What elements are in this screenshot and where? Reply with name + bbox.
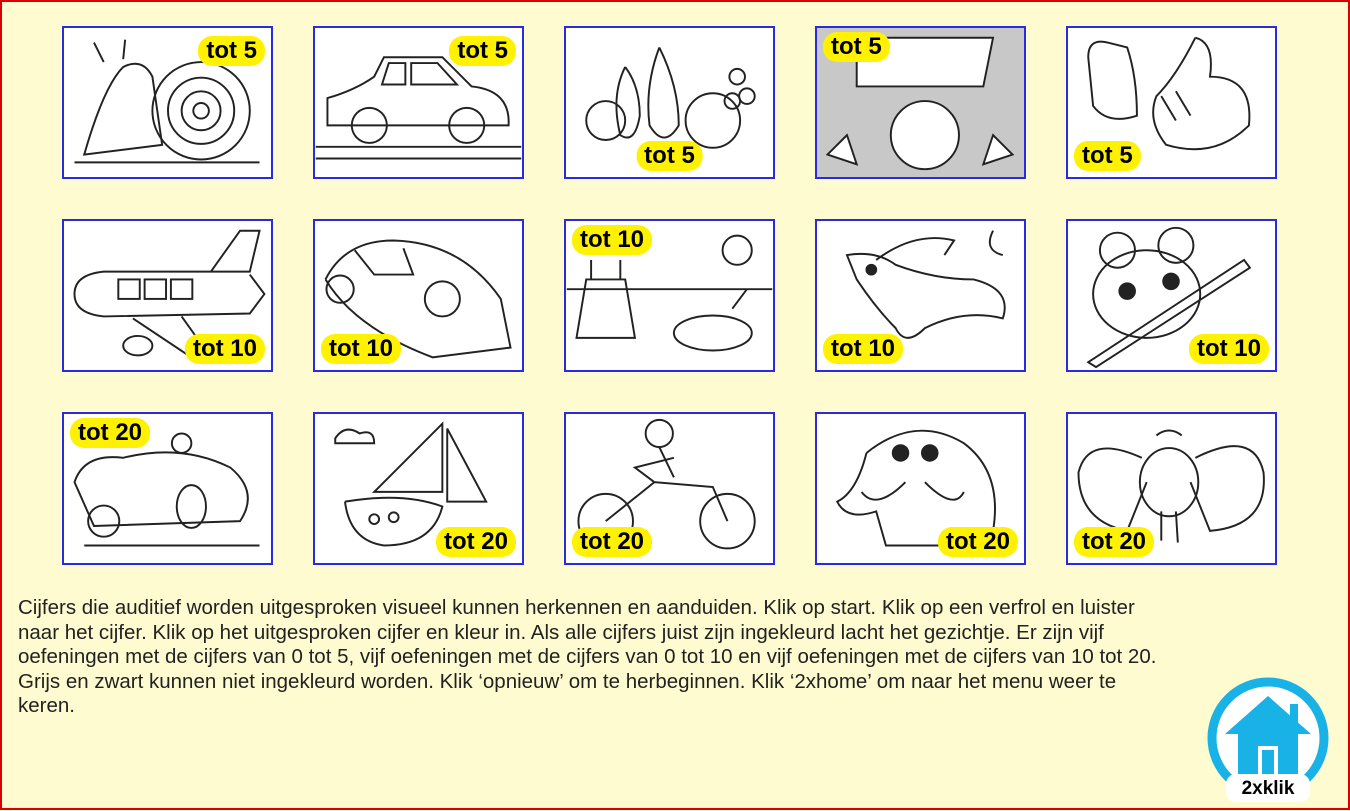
exercise-1-badge: tot 5: [198, 36, 265, 66]
exercise-5-badge: tot 5: [1074, 141, 1141, 171]
exercise-9-badge: tot 10: [823, 334, 903, 364]
exercise-15-badge: tot 20: [1074, 527, 1154, 557]
exercise-13-badge: tot 20: [572, 527, 652, 557]
instructions-text: Cijfers die auditief worden uitgesproken visueel kunnen herkennen en aanduiden. Klik op start. Klik op een verfrol en luister naar het cijfer. Klik op het uitgesproken cijfer en kleur in. Als alle cijfers juist zijn ingekleurd lacht het gezichtje. Er zijn vijf oefeningen met de cijfers van 0 tot 5, vijf oefeningen met de cijfers van 0 tot 10 en vijf oefeningen met de cijfers van 10 tot 20. Grijs en zwart kunnen niet ingekleurd worden. Klik ‘opnieuw’ om te herbeginnen. Klik ‘2xhome’ om naar het menu weer te keren.: [18, 596, 1157, 717]
exercise-5[interactable]: [1066, 26, 1277, 179]
home-button[interactable]: [1200, 676, 1336, 806]
exercise-2-badge: tot 5: [449, 36, 516, 66]
exercise-8[interactable]: [564, 219, 775, 372]
exercise-3[interactable]: [564, 26, 775, 179]
exercise-14-badge: tot 20: [938, 527, 1018, 557]
exercise-12-badge: tot 20: [436, 527, 516, 557]
exercise-6[interactable]: [62, 219, 273, 372]
exercise-4[interactable]: [815, 26, 1026, 179]
exercise-4-badge: tot 5: [823, 32, 890, 62]
exercise-8-badge: tot 10: [572, 225, 652, 255]
exercise-6-badge: tot 10: [185, 334, 265, 364]
exercise-7-badge: tot 10: [321, 334, 401, 364]
exercise-12[interactable]: [313, 412, 524, 565]
exercise-3-badge: tot 5: [636, 141, 703, 171]
exercise-15[interactable]: [1066, 412, 1277, 565]
exercise-9[interactable]: [815, 219, 1026, 372]
exercise-10-badge: tot 10: [1189, 334, 1269, 364]
exercise-10[interactable]: [1066, 219, 1277, 372]
exercise-7[interactable]: [313, 219, 524, 372]
exercise-11-badge: tot 20: [70, 418, 150, 448]
exercise-11[interactable]: [62, 412, 273, 565]
exercise-2[interactable]: [313, 26, 524, 179]
exercise-14[interactable]: [815, 412, 1026, 565]
exercise-13[interactable]: [564, 412, 775, 565]
home-button-label: 2xklik: [1241, 778, 1295, 799]
exercise-1[interactable]: [62, 26, 273, 179]
exercise-grid: [62, 26, 1277, 565]
